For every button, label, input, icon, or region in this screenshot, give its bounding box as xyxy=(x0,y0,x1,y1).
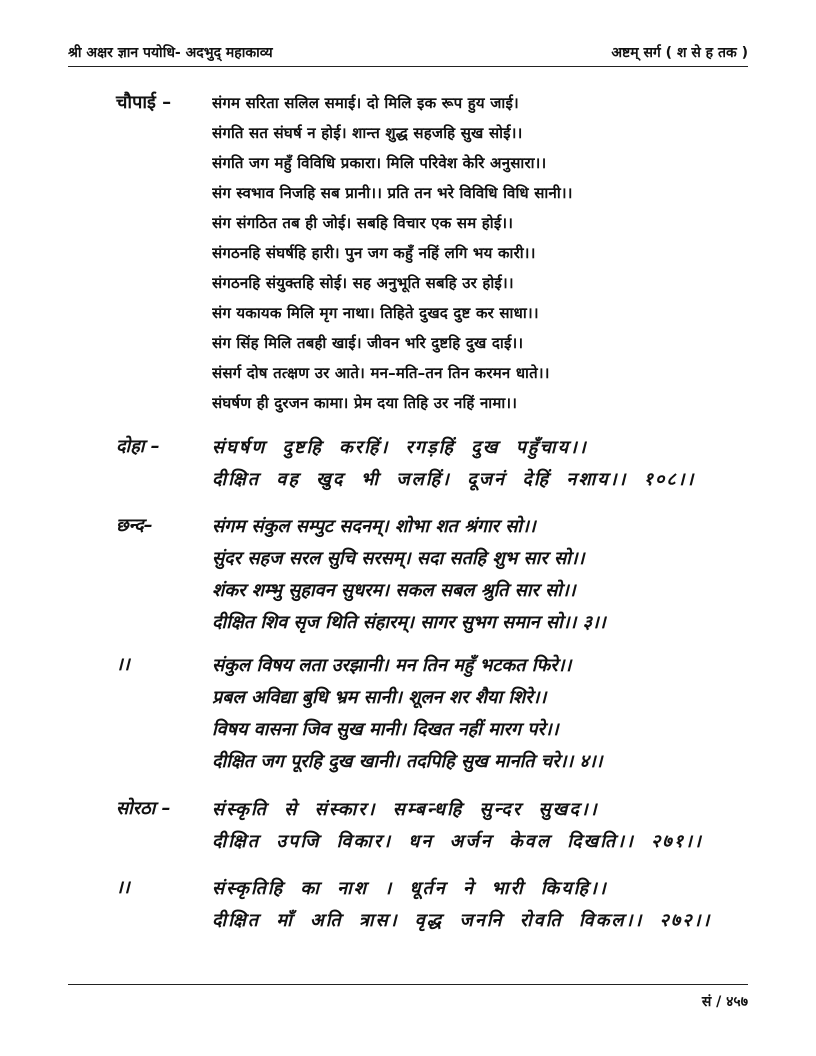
section-label: ।। xyxy=(116,877,130,898)
verse-lines xyxy=(212,873,752,937)
verse-line: प्रबल अविद्या बुधि भ्रम सानी। शूलन शर शैया शिरे।। xyxy=(212,687,547,708)
book-title: श्री अक्षर ज्ञान पयोधि- अदभुद् महाकाव्य xyxy=(68,45,273,61)
verse-line: संगति जग महुँ विविधि प्रकारा। मिलि परिवेश केरि अनुसारा।। xyxy=(212,154,547,172)
section-label: सोरठा – xyxy=(116,798,171,819)
verse-line: संगठनहि संघर्षहि हारी। पुन जग कहुँ नहिं लगि भय कारी।। xyxy=(212,244,536,262)
verse-lines xyxy=(212,650,752,778)
page-number: सं / ४५७ xyxy=(701,994,748,1010)
verse-line: संस्कृतिहि का नाश । धूर्तन ने भारी कियहि।। xyxy=(212,878,608,899)
verse-line: संघर्षण दुष्टहि करहिं। रगड़हिं दुख पहुँचाय।। xyxy=(212,437,588,458)
verse-line: दीक्षित शिव सृज थिति संहारम्। सागर सुभग समान सो।। ३।। xyxy=(212,612,606,633)
verse-line: संग यकायक मिलि मृग नाथा। तिहिते दुखद दुष्ट कर साधा।। xyxy=(212,304,539,322)
verse-line: संगम सरिता सलिल समाई। दो मिलि इक रूप हुय जाई। xyxy=(212,94,519,112)
section-label: ।। xyxy=(116,654,130,675)
verse-line: दीक्षित जग पूरहि दुख खानी। तदपिहि सुख मानति चरे।। ४।। xyxy=(212,751,603,772)
verse-line: संग स्वभाव निजहि सब प्रानी।। प्रति तन भरे विविधि विधि सानी।। xyxy=(212,184,573,202)
section-label: दोहा – xyxy=(116,436,160,457)
verse-line: संगम संकुल सम्पुट सदनम्। शोभा शत श्रंगार सो।। xyxy=(212,516,536,537)
verse-line: दीक्षित उपजि विकार। धन अर्जन केवल दिखति।। २७१।। xyxy=(212,831,703,852)
verse-line: संकुल विषय लता उरझानी। मन तिन महुँ भटकत फिरे।। xyxy=(212,655,572,676)
verse-line: संग संगठित तब ही जोई। सबहि विचार एक सम होई।। xyxy=(212,214,514,232)
section-label: छन्द– xyxy=(116,515,153,536)
section-label: चौपाई – xyxy=(116,92,172,113)
verse-line: संस्कृति से संस्कार। सम्बन्धहि सुन्दर सुखद।। xyxy=(212,799,599,820)
verse-line: संग सिंह मिलि तबही खाई। जीवन भरि दुष्टहि दुख दाई।। xyxy=(212,334,524,352)
chapter-title: अष्टम् सर्ग ( श से ह तक ) xyxy=(611,45,748,61)
verse-line: दीक्षित वह खुद भी जलहिं। दूजनं देहिं नशाय।। १०८।। xyxy=(212,469,696,490)
verse-line: शंकर शम्भु सुहावन सुधरम। सकल सबल श्रुति सार सो।। xyxy=(212,580,576,601)
page-header xyxy=(68,40,748,64)
verse-lines xyxy=(212,88,752,418)
header-divider xyxy=(68,66,748,67)
verse-line: विषय वासना जिव सुख मानी। दिखत नहीं मारग परे।। xyxy=(212,719,559,740)
verse-line: संगति सत संघर्ष न होई। शान्त शुद्ध सहजहि सुख सोई।। xyxy=(212,124,523,142)
verse-lines xyxy=(212,511,752,639)
verse-lines xyxy=(212,794,752,858)
footer-divider xyxy=(68,984,748,985)
verse-lines xyxy=(212,432,752,496)
verse-line: दीक्षित माँ अति त्रास। वृद्ध जननि रोवति विकल।। २७२।। xyxy=(212,910,712,931)
verse-line: संगठनहि संयुक्तहि सोई। सह अनुभूति सबहि उर होई।। xyxy=(212,274,514,292)
verse-line: संघर्षण ही दुरजन कामा। प्रेम दया तिहि उर नहिं नामा।। xyxy=(212,394,518,412)
verse-line: संसर्ग दोष तत्क्षण उर आते। मन–मति–तन तिन करमन धाते।। xyxy=(212,364,550,382)
verse-line: सुंदर सहज सरल सुचि सरसम्। सदा सतहि शुभ सार सो।। xyxy=(212,548,585,569)
